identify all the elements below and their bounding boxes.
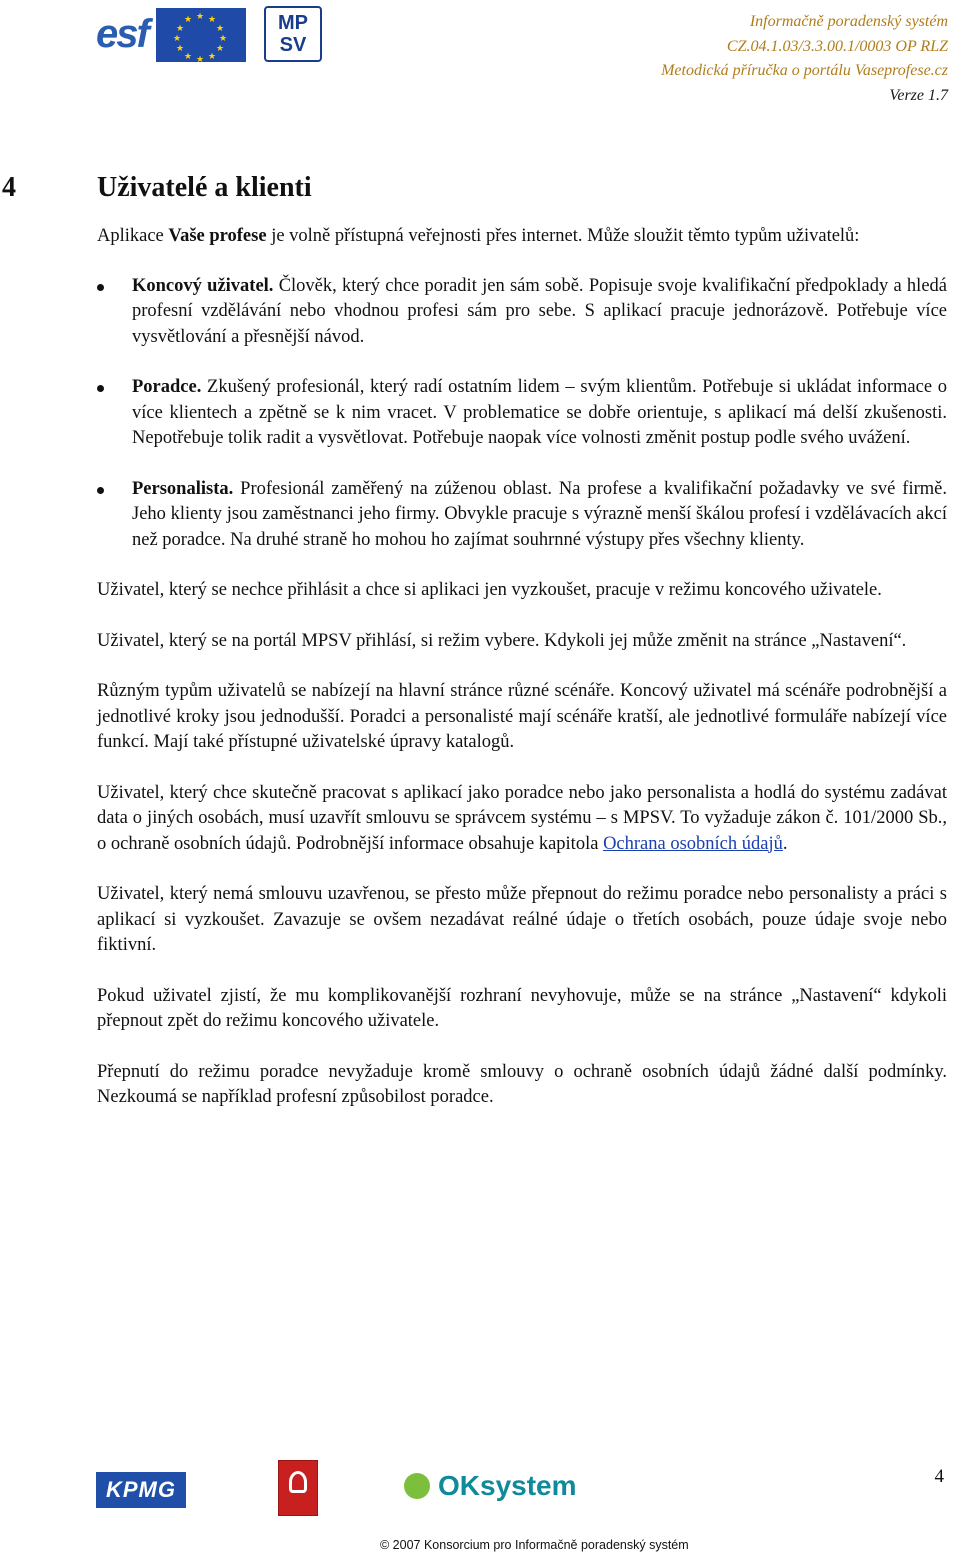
paragraph-login-mode: Uživatel, který se na portál MPSV přihlásí, si režim vybere. Kdykoli jej může změnit na stránce „Nastavení“. xyxy=(97,630,907,651)
paragraph-contract xyxy=(97,781,947,858)
list-item-text: Člověk, který chce poradit jen sám sobě. Popisuje svoje kvalifikační předpoklady a hledá profesní vzdělávání nebo vhodnou profesi sám pro sebe. S aplikací pracuje jednorázově. Potřebuje více vysvětlování a přesnější návod. xyxy=(132,275,947,347)
chapter-number: 4 xyxy=(2,172,16,203)
footer-copyright: © 2007 Konsorcium pro Informačně poradenský systém xyxy=(380,1538,689,1552)
oksystem-logo xyxy=(404,1470,577,1502)
esf-logo-text: esf xyxy=(96,12,148,56)
list-item-term: Personalista. xyxy=(132,478,234,499)
intro-post: je volně přístupná veřejnosti přes internet. Může sloužit těmto typům uživatelů: xyxy=(266,226,860,246)
intro-app-name: Vaše profese xyxy=(168,226,267,246)
paragraph-scenarios: Různým typům uživatelů se nabízejí na hlavní stránce různé scénáře. Koncový uživatel má scénáře podrobnější a jednotlivé kroky jsou jednodušší. Poradci a personalisté mají scénáře kratší, ale jednotlivé formuláře nabízejí více funkcí. Mají také přístupné uživatelské úpravy katalogů. xyxy=(97,681,947,752)
oksystem-mark-icon xyxy=(404,1473,430,1499)
paragraph-contract-end: . xyxy=(782,833,788,854)
list-item xyxy=(97,375,947,452)
paragraph-no-conditions: Přepnutí do režimu poradce nevyžaduje kromě smlouvy o ochraně osobních údajů žádné další podmínky. Nezkoumá se například profesní způsobilost poradce. xyxy=(97,1061,947,1107)
document-body xyxy=(97,224,947,1136)
header-line-project: CZ.04.1.03/3.3.00.1/0003 OP RLZ xyxy=(726,37,948,55)
link-ochrana-osobnich-udaju[interactable]: Ochrana osobních údajů xyxy=(603,833,783,854)
mpsv-logo xyxy=(264,6,322,62)
list-item-text: Zkušený profesionál, který radí ostatním lidem – svým klientům. Potřebuje si ukládat informace o více klientech a zpětně se k nim vracet. V problematice se dobře orientuje, s aplikací má delší zkušenosti. Nepotřebuje tolik radit a vysvětlovat. Potřebuje naopak více volnosti změnit postup podle svého uvážení. xyxy=(132,377,947,448)
list-item xyxy=(97,477,947,554)
eu-flag-icon: ★ ★ ★ ★ ★ ★ ★ ★ ★ ★ ★ ★ xyxy=(156,8,246,62)
list-item xyxy=(97,274,947,351)
header-info xyxy=(661,10,948,108)
header-logos xyxy=(96,6,322,66)
mpsv-logo-line1: MP xyxy=(278,12,308,34)
list-item-term: Koncový uživatel. xyxy=(132,275,274,296)
paragraph-try-mode: Uživatel, který nemá smlouvu uzavřenou, se přesto může přepnout do režimu poradce nebo personalisty a práci s aplikací si vyzkoušet. Zavazuje se ovšem nezadávat reálné údaje o třetích osobách, pouze údaje svoje nebo fiktivní. xyxy=(97,884,947,955)
mpsv-logo-line2: SV xyxy=(279,34,307,56)
header-line-manual: Metodická příručka o portálu Vaseprofese.cz xyxy=(661,62,948,79)
oksystem-logo-text: OKsystem xyxy=(438,1470,577,1501)
header-version: Verze 1.7 xyxy=(889,86,948,104)
list-item-term: Poradce. xyxy=(132,377,202,397)
user-types-list xyxy=(97,274,947,554)
header-line-system: Informačně poradenský systém xyxy=(749,13,948,30)
esf-logo xyxy=(96,6,248,62)
list-item-text: Profesionál zaměřený na zúženou oblast. Na profese a kvalifikační požadavky ve své firmě. Jeho klienty jsou zaměstnanci jeho firmy. Obvykle pracuje s výrazně menší škálou profesí i vzdělávacích akcí než poradce. Na druhé straně ho mohou ho zajímat souhrnné výstupy přes všechny klienty. xyxy=(132,478,947,550)
intro-paragraph xyxy=(97,224,947,250)
paragraph-guest-mode: Uživatel, který se nechce přihlásit a chce si aplikaci jen vyzkoušet, pracuje v režimu koncového uživatele. xyxy=(97,580,882,600)
intro-pre: Aplikace xyxy=(97,226,169,246)
page-number: 4 xyxy=(934,1466,944,1487)
kpmg-logo: KPMG xyxy=(96,1472,186,1508)
gradus-logo xyxy=(278,1460,318,1516)
paragraph-switch-back: Pokud uživatel zjistí, že mu komplikovanější rozhraní nevyhovuje, může se na stránce „Nastavení“ kdykoli přepnout zpět do režimu koncového uživatele. xyxy=(97,985,947,1031)
chapter-title: Uživatelé a klienti xyxy=(97,172,312,203)
paragraph-contract-text: Uživatel, který chce skutečně pracovat s aplikací jako poradce nebo jako personalista a hodlá do systému zadávat data o jiných osobách, musí uzavřít smlouvu se správcem systému – s MPSV. To vyžaduje zákon č. 101/2000 Sb., o ochraně osobních údajů. Podrobnější informace obsahuje kapitola xyxy=(97,782,947,854)
